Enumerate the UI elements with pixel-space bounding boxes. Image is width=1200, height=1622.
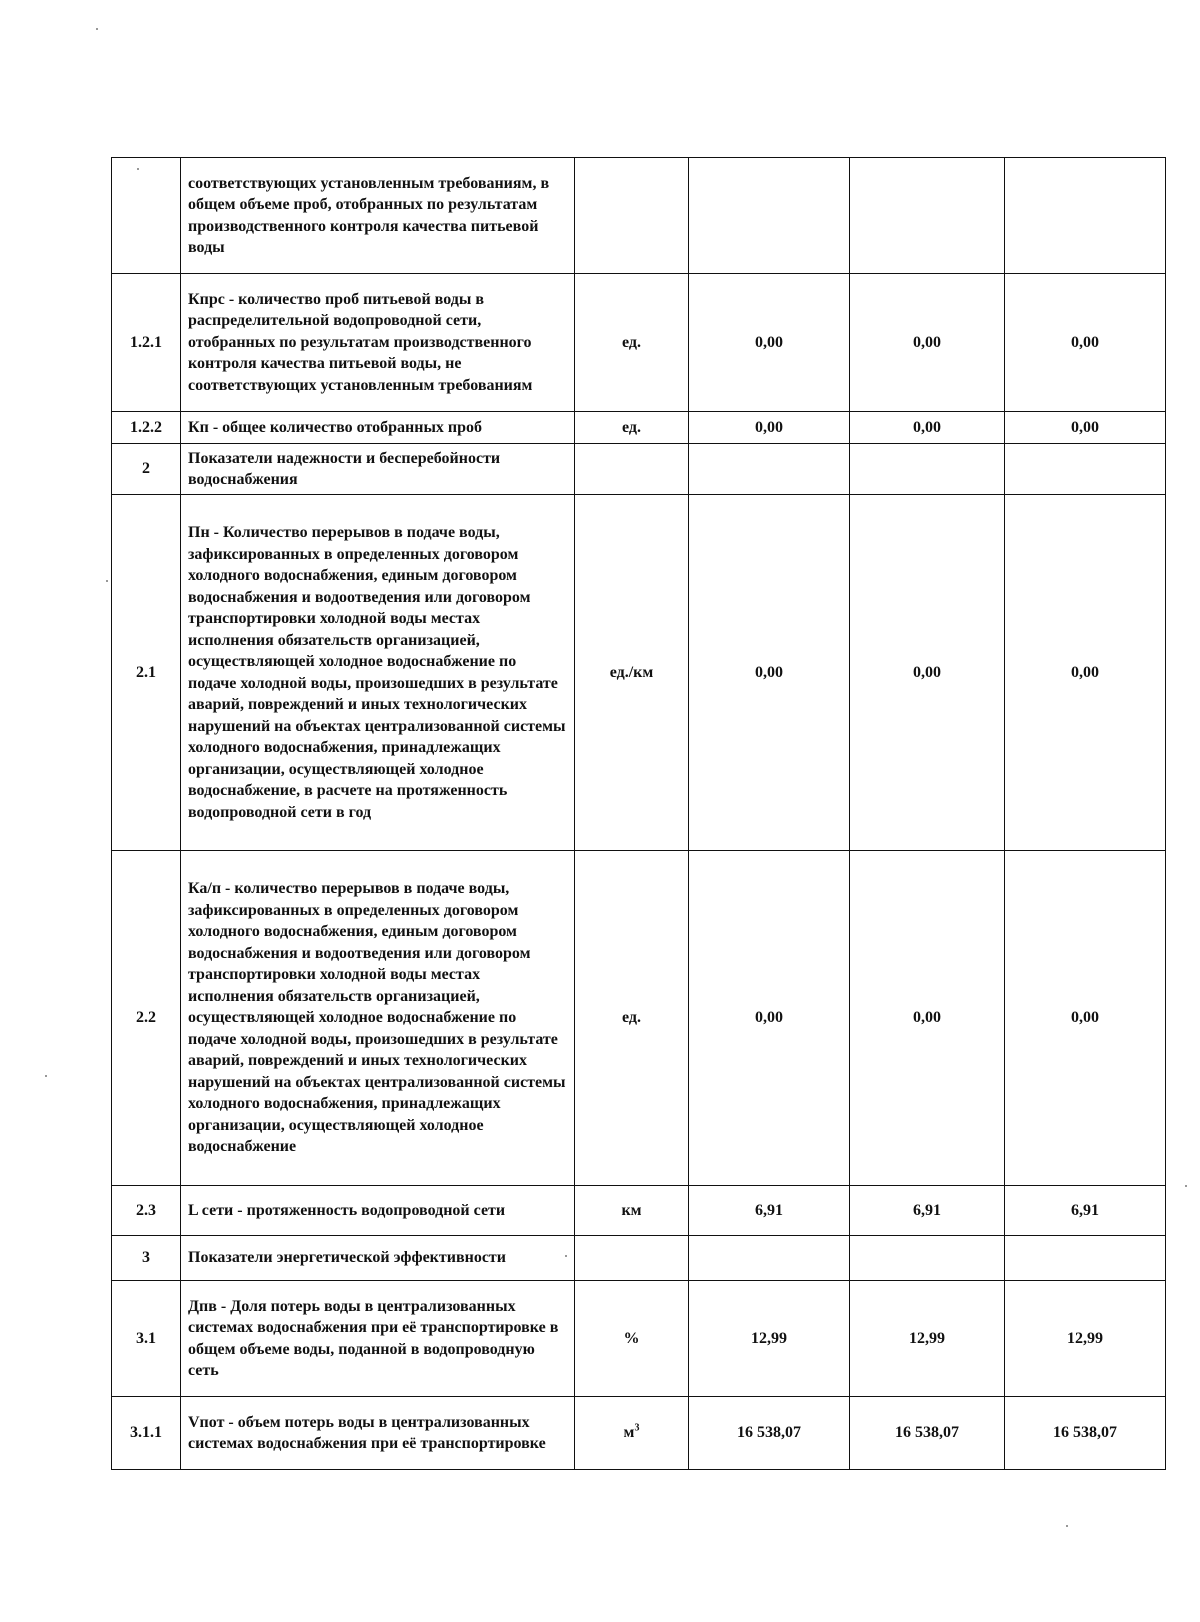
unit-cell: км — [575, 1186, 689, 1236]
value-cell-3: 0,00 — [1005, 851, 1166, 1186]
value-cell-1: 0,00 — [689, 495, 850, 851]
table-row — [112, 851, 1166, 1186]
table-row — [112, 1236, 1166, 1281]
row-number: 2.2 — [112, 851, 181, 1186]
value-cell-2 — [850, 444, 1005, 495]
indicator-name: Кпрс - количество проб питьевой воды в распределительной водопроводной сети, отобранных по результатам производственного контроля качества питьевой воды, не соответствующих установленным требованиям — [181, 274, 575, 412]
row-number: 2 — [112, 444, 181, 495]
value-cell-2: 0,00 — [850, 851, 1005, 1186]
table-row — [112, 1186, 1166, 1236]
scan-speck — [1066, 1525, 1068, 1527]
value-cell-2: 6,91 — [850, 1186, 1005, 1236]
indicator-name: Кп - общее количество отобранных проб — [181, 412, 575, 444]
scan-speck — [96, 28, 98, 30]
unit-cell: ед. — [575, 851, 689, 1186]
unit-cell: ед./км — [575, 495, 689, 851]
value-cell-3 — [1005, 1236, 1166, 1281]
row-number: 1.2.2 — [112, 412, 181, 444]
value-cell-1: 0,00 — [689, 274, 850, 412]
value-cell-1: 0,00 — [689, 851, 850, 1186]
value-cell-3: 6,91 — [1005, 1186, 1166, 1236]
value-cell-3: 0,00 — [1005, 495, 1166, 851]
indicator-name: соответствующих установленным требованиям, в общем объеме проб, отобранных по результатам производственного контроля качества питьевой воды — [181, 158, 575, 274]
indicator-name: L сети - протяженность водопроводной сети — [181, 1186, 575, 1236]
value-cell-1: 12,99 — [689, 1281, 850, 1397]
value-cell-1: 6,91 — [689, 1186, 850, 1236]
row-number: 1.2.1 — [112, 274, 181, 412]
value-cell-1: 16 538,07 — [689, 1397, 850, 1470]
unit-text: м — [623, 1424, 635, 1442]
value-cell-1 — [689, 158, 850, 274]
value-cell-2: 0,00 — [850, 495, 1005, 851]
indicator-name: Vпот - объем потерь воды в централизованных системах водоснабжения при её транспортировке — [181, 1397, 575, 1470]
value-cell-2: 12,99 — [850, 1281, 1005, 1397]
value-cell-1: 0,00 — [689, 412, 850, 444]
unit-cell — [575, 158, 689, 274]
unit-cell — [575, 1236, 689, 1281]
unit-cell — [575, 444, 689, 495]
value-cell-2: 0,00 — [850, 274, 1005, 412]
value-cell-3 — [1005, 444, 1166, 495]
section-title: Показатели энергетической эффективности — [181, 1236, 575, 1281]
value-cell-1 — [689, 444, 850, 495]
indicators-table — [111, 157, 1166, 1470]
row-number: 3.1 — [112, 1281, 181, 1397]
table-row — [112, 1281, 1166, 1397]
table-row — [112, 444, 1166, 495]
table-row — [112, 412, 1166, 444]
value-cell-3 — [1005, 158, 1166, 274]
table-row — [112, 274, 1166, 412]
row-number: 3.1.1 — [112, 1397, 181, 1470]
value-cell-3: 0,00 — [1005, 412, 1166, 444]
table-row — [112, 1397, 1166, 1470]
scan-speck — [1185, 1185, 1187, 1187]
scan-speck — [45, 1075, 47, 1077]
unit-cell: % — [575, 1281, 689, 1397]
unit-cell — [575, 1397, 689, 1470]
indicator-name: Пн - Количество перерывов в подаче воды, зафиксированных в определенных договором холодного водоснабжения, единым договором водоснабжения и водоотведения или договором транспортировки холодной воды местах исполнения обязательств организацией, осуществляющей холодное водоснабжение по подаче холодной воды, произошедших в результате аварий, повреждений и иных технологических нарушений на объектах централизованной системы холодного водоснабжения, принадлежащих организации, осуществляющей холодное водоснабжение, в расчете на протяженность водопроводной сети в год — [181, 495, 575, 851]
unit-cell: ед. — [575, 274, 689, 412]
indicator-name: Дпв - Доля потерь воды в централизованных системах водоснабжения при её транспортировке в общем объеме воды, поданной в водопроводную сеть — [181, 1281, 575, 1397]
value-cell-3: 0,00 — [1005, 274, 1166, 412]
value-cell-1 — [689, 1236, 850, 1281]
row-number: 3 — [112, 1236, 181, 1281]
value-cell-2 — [850, 1236, 1005, 1281]
section-title: Показатели надежности и бесперебойности водоснабжения — [181, 444, 575, 495]
table-row — [112, 495, 1166, 851]
unit-cell: ед. — [575, 412, 689, 444]
row-number: 2.1 — [112, 495, 181, 851]
indicator-name: Ка/п - количество перерывов в подаче воды, зафиксированных в определенных договором холодного водоснабжения, единым договором водоснабжения и водоотведения или договором транспортировки холодной воды местах исполнения обязательств организацией, осуществляющей холодное водоснабжение по подаче холодной воды, произошедших в результате аварий, повреждений и иных технологических нарушений на объектах централизованной системы холодного водоснабжения, принадлежащих организации, осуществляющей холодное водоснабжение — [181, 851, 575, 1186]
scan-speck — [106, 580, 108, 582]
unit-superscript: 3 — [634, 1422, 640, 1434]
row-number — [112, 158, 181, 274]
value-cell-2: 16 538,07 — [850, 1397, 1005, 1470]
row-number: 2.3 — [112, 1186, 181, 1236]
value-cell-2 — [850, 158, 1005, 274]
table-row — [112, 158, 1166, 274]
value-cell-3: 16 538,07 — [1005, 1397, 1166, 1470]
value-cell-3: 12,99 — [1005, 1281, 1166, 1397]
value-cell-2: 0,00 — [850, 412, 1005, 444]
